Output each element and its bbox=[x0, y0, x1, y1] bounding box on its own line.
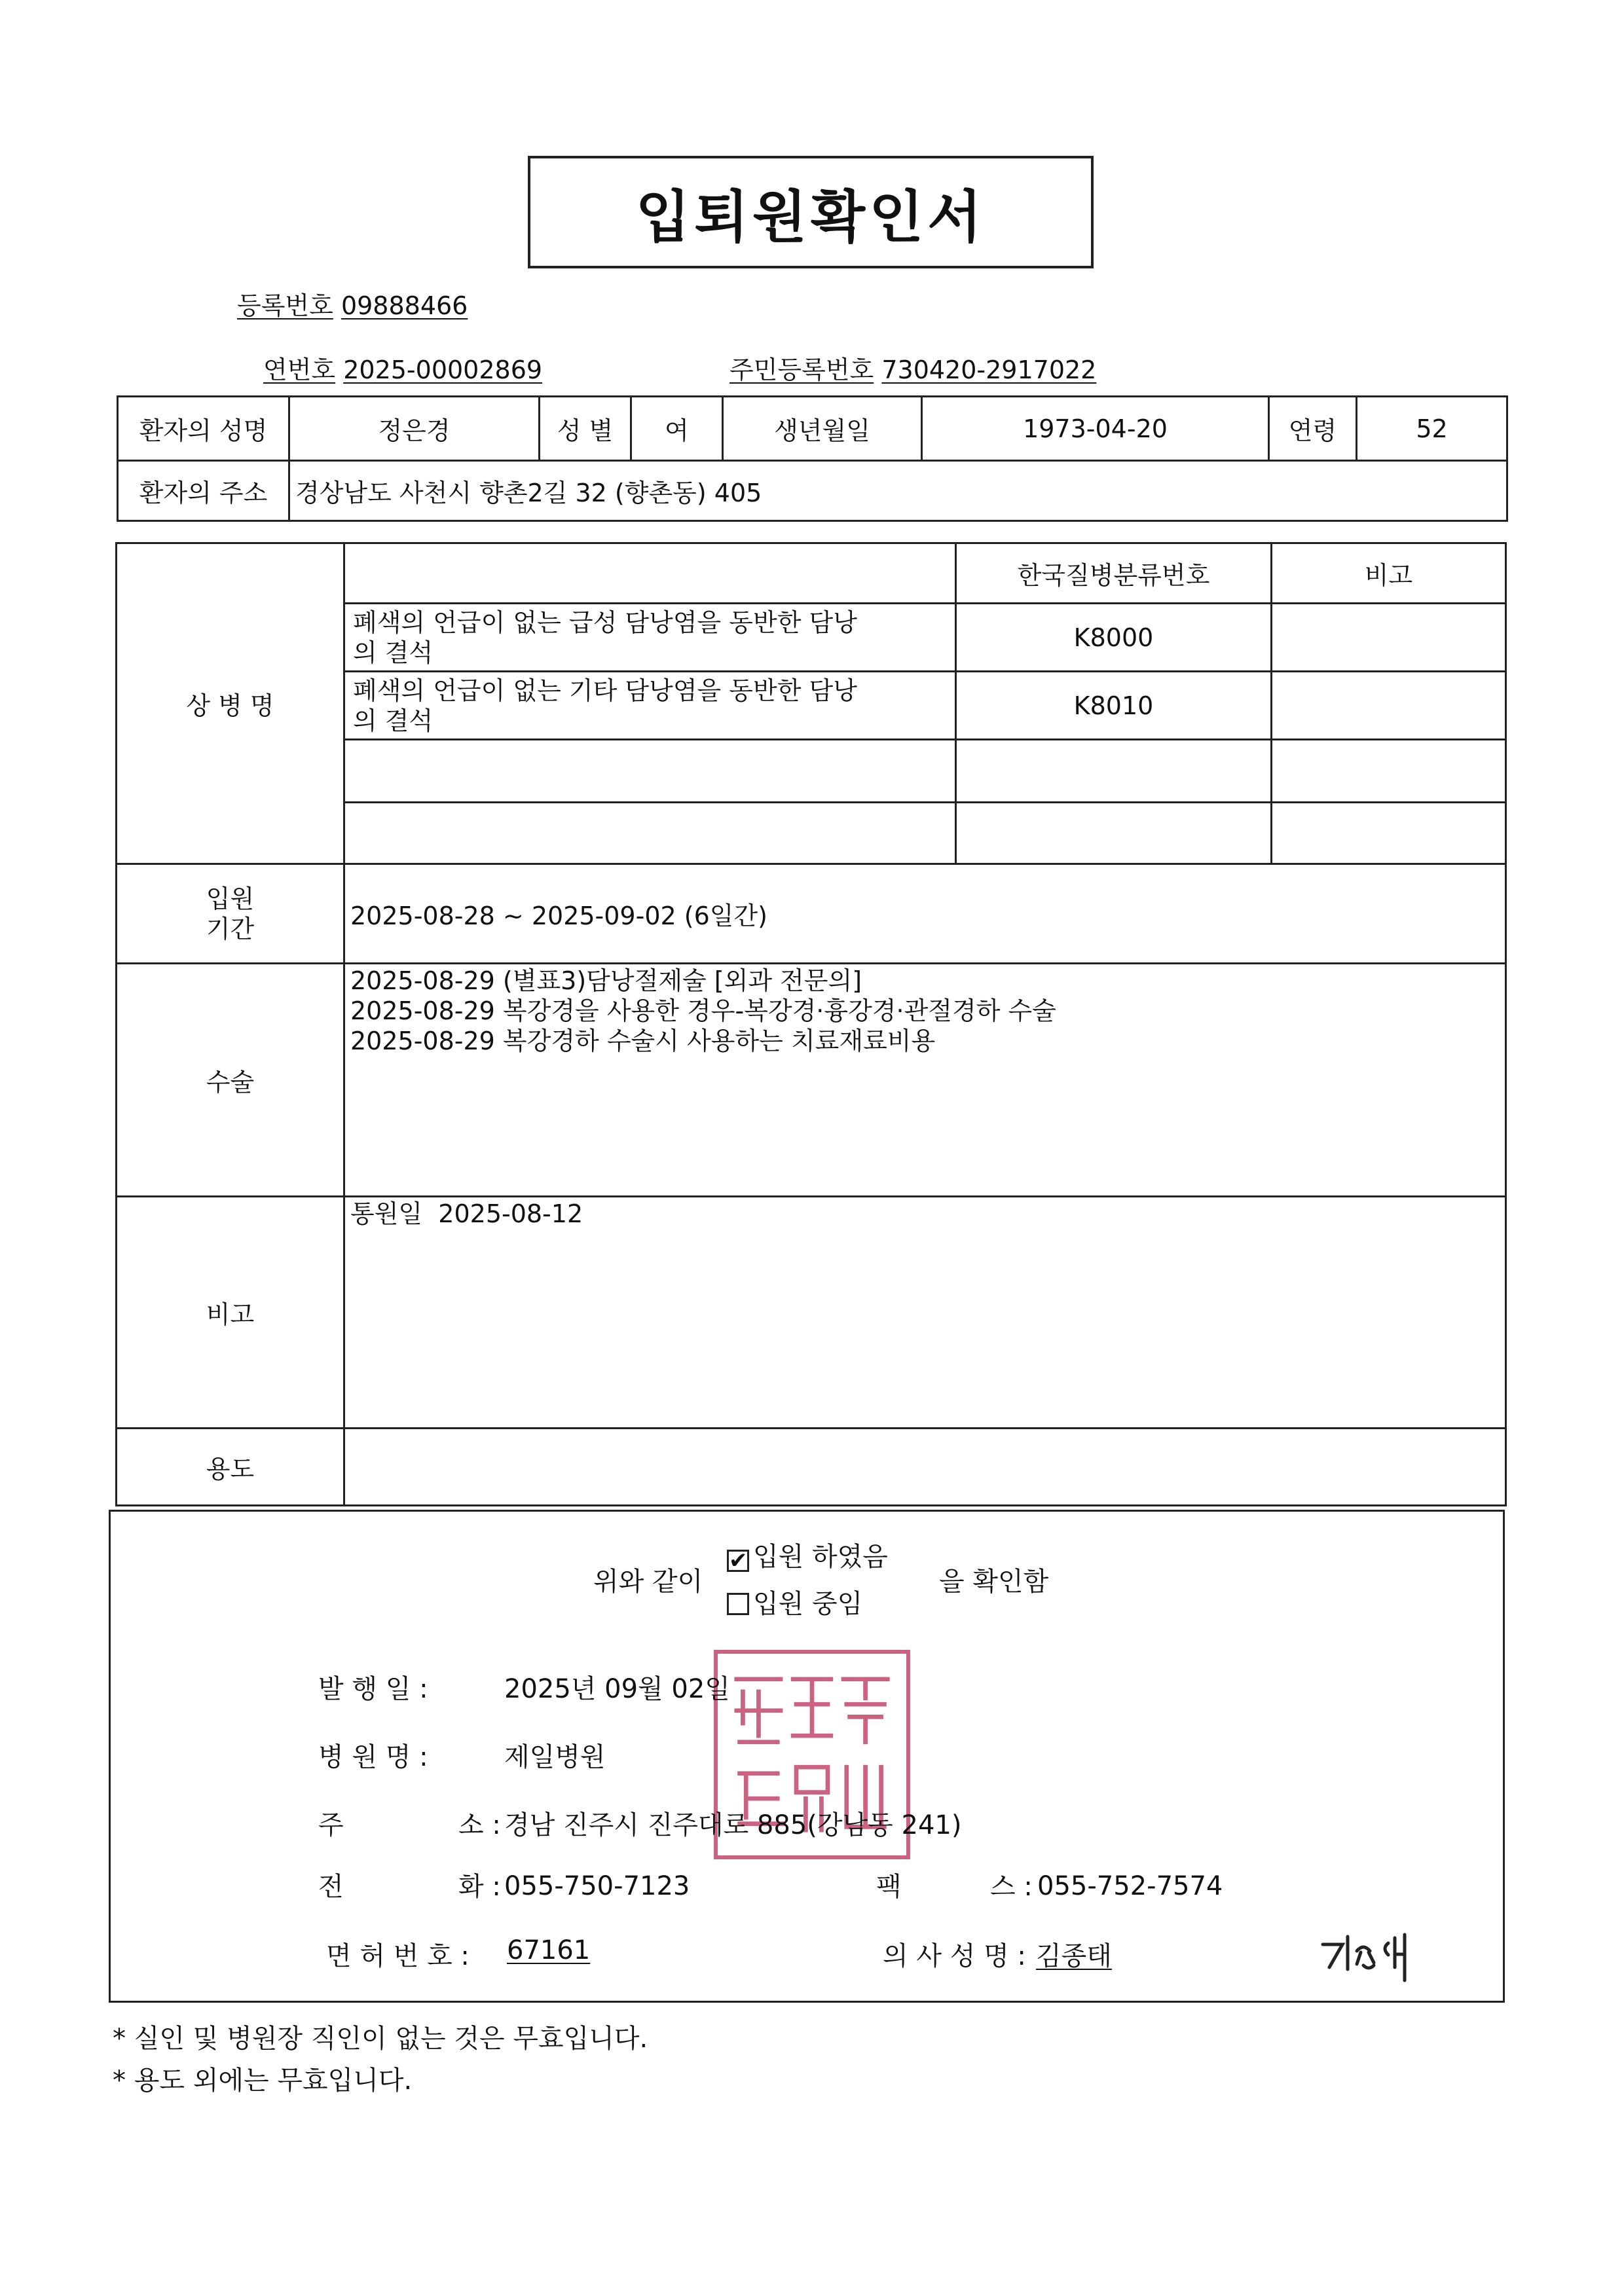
diagnosis-name-header bbox=[344, 543, 956, 604]
diagnosis-name bbox=[344, 672, 956, 740]
patient-age-label: 연령 bbox=[1269, 397, 1357, 461]
diagnosis-note bbox=[1272, 740, 1506, 803]
patient-age: 52 bbox=[1357, 397, 1507, 461]
issue-date: 2025년 09월 02일 bbox=[504, 1674, 730, 1704]
address-label-first: 주 bbox=[318, 1810, 344, 1840]
patient-sex: 여 bbox=[631, 397, 723, 461]
hospital-name-label: 병 원 명 : bbox=[318, 1742, 428, 1772]
registration-number: 09888466 bbox=[341, 291, 468, 320]
checkbox-inpatient[interactable] bbox=[727, 1593, 749, 1615]
diagnosis-note-header: 비고 bbox=[1272, 543, 1506, 604]
admission-label-line: 입원 bbox=[206, 884, 255, 913]
diagnosis-code bbox=[956, 740, 1272, 803]
license-label: 면 허 번 호 : bbox=[326, 1941, 470, 1971]
surgery-line: 2025-08-29 (별표3)담낭절제술 [외과 전문의] bbox=[350, 966, 862, 995]
diagnosis-name-line: 의 결석 bbox=[353, 638, 434, 667]
phone-label-first: 전 bbox=[318, 1872, 344, 1902]
diagnosis-code bbox=[956, 803, 1272, 864]
diagnosis-name bbox=[344, 803, 956, 864]
address-label-last: 소 : bbox=[458, 1810, 501, 1840]
doctor-label: 의 사 성 명 : bbox=[883, 1941, 1026, 1971]
main-record-table bbox=[115, 542, 1507, 1506]
doctor-name: 김종태 bbox=[1036, 1941, 1112, 1971]
footnote: * 실인 및 병원장 직인이 없는 것은 무효입니다. bbox=[113, 2024, 648, 2054]
purpose-label: 용도 bbox=[117, 1429, 344, 1506]
issue-date-label: 발 행 일 : bbox=[318, 1674, 428, 1704]
patient-info-table bbox=[117, 395, 1508, 522]
patient-address-label: 환자의 주소 bbox=[118, 461, 289, 521]
diagnosis-code: K8000 bbox=[956, 604, 1272, 672]
phone-label-last: 화 : bbox=[458, 1872, 501, 1902]
patient-name-label: 환자의 성명 bbox=[118, 397, 289, 461]
doctor-signature bbox=[1316, 1918, 1447, 1984]
surgery-line: 2025-08-29 복강경하 수술시 사용하는 치료재료비용 bbox=[350, 1027, 936, 1055]
diagnosis-name-line: 폐색의 언급이 없는 급성 담낭염을 동반한 담낭 bbox=[353, 608, 857, 637]
confirm-option-inpatient-label: 입원 중임 bbox=[753, 1589, 863, 1619]
confirm-option-inpatient bbox=[727, 1583, 862, 1620]
patient-address: 경상남도 사천시 향촌2길 32 (향촌동) 405 bbox=[289, 461, 1507, 521]
remarks-label: 비고 bbox=[117, 1197, 344, 1429]
confirm-suffix: 을 확인함 bbox=[939, 1567, 1049, 1597]
diagnosis-label: 상 병 명 bbox=[117, 543, 344, 864]
resident-number-row bbox=[729, 350, 1096, 386]
diagnosis-note bbox=[1272, 604, 1506, 672]
patient-name: 정은경 bbox=[289, 397, 540, 461]
patient-birth-label: 생년월일 bbox=[723, 397, 922, 461]
confirm-option-admitted-label: 입원 하였음 bbox=[753, 1542, 888, 1572]
serial-label: 연번호 bbox=[263, 355, 336, 384]
confirm-prefix: 위와 같이 bbox=[593, 1567, 703, 1597]
diagnosis-note bbox=[1272, 803, 1506, 864]
fax-label-last: 스 : bbox=[990, 1872, 1033, 1902]
diagnosis-name bbox=[344, 740, 956, 803]
surgery-list bbox=[344, 964, 1506, 1197]
surgery-line: 2025-08-29 복강경을 사용한 경우-복강경·흉강경·관절경하 수술 bbox=[350, 996, 1056, 1025]
diagnosis-name-line: 의 결석 bbox=[353, 706, 434, 735]
diagnosis-name-line: 폐색의 언급이 없는 기타 담낭염을 동반한 담낭 bbox=[353, 676, 857, 705]
confirm-option-admitted bbox=[727, 1536, 888, 1573]
admission-period: 2025-08-28 ~ 2025-09-02 (6일간) bbox=[344, 864, 1506, 964]
serial-number-row bbox=[263, 350, 542, 386]
admission-label bbox=[117, 864, 344, 964]
document-title: 입퇴원확인서 bbox=[528, 156, 1094, 268]
hospital-name: 제일병원 bbox=[504, 1742, 606, 1772]
patient-birth: 1973-04-20 bbox=[922, 397, 1269, 461]
hospital-phone: 055-750-7123 bbox=[504, 1871, 690, 1901]
registration-label: 등록번호 bbox=[237, 291, 333, 320]
purpose-value bbox=[344, 1429, 1506, 1506]
admission-label-line: 기간 bbox=[206, 914, 255, 943]
diagnosis-code-header: 한국질병분류번호 bbox=[956, 543, 1272, 604]
surgery-label: 수술 bbox=[117, 964, 344, 1197]
serial-number: 2025-00002869 bbox=[343, 355, 543, 384]
registration-number-row bbox=[237, 285, 468, 321]
resident-number: 730420-2917022 bbox=[881, 355, 1097, 384]
diagnosis-note bbox=[1272, 672, 1506, 740]
resident-label: 주민등록번호 bbox=[729, 355, 874, 384]
fax-label-first: 팩 bbox=[876, 1872, 902, 1902]
signature-glyph-icon bbox=[1316, 1918, 1447, 1984]
patient-sex-label: 성 별 bbox=[540, 397, 631, 461]
checkbox-admitted[interactable]: ✔ bbox=[727, 1550, 749, 1572]
footnote: * 용도 외에는 무효입니다. bbox=[113, 2066, 413, 2096]
diagnosis-code: K8010 bbox=[956, 672, 1272, 740]
remarks-text: 통원일 2025-08-12 bbox=[344, 1197, 1506, 1429]
diagnosis-name bbox=[344, 604, 956, 672]
hospital-fax: 055-752-7574 bbox=[1037, 1871, 1223, 1901]
license-number: 67161 bbox=[507, 1935, 591, 1965]
hospital-address: 경남 진주시 진주대로 885(강남동 241) bbox=[504, 1810, 962, 1840]
